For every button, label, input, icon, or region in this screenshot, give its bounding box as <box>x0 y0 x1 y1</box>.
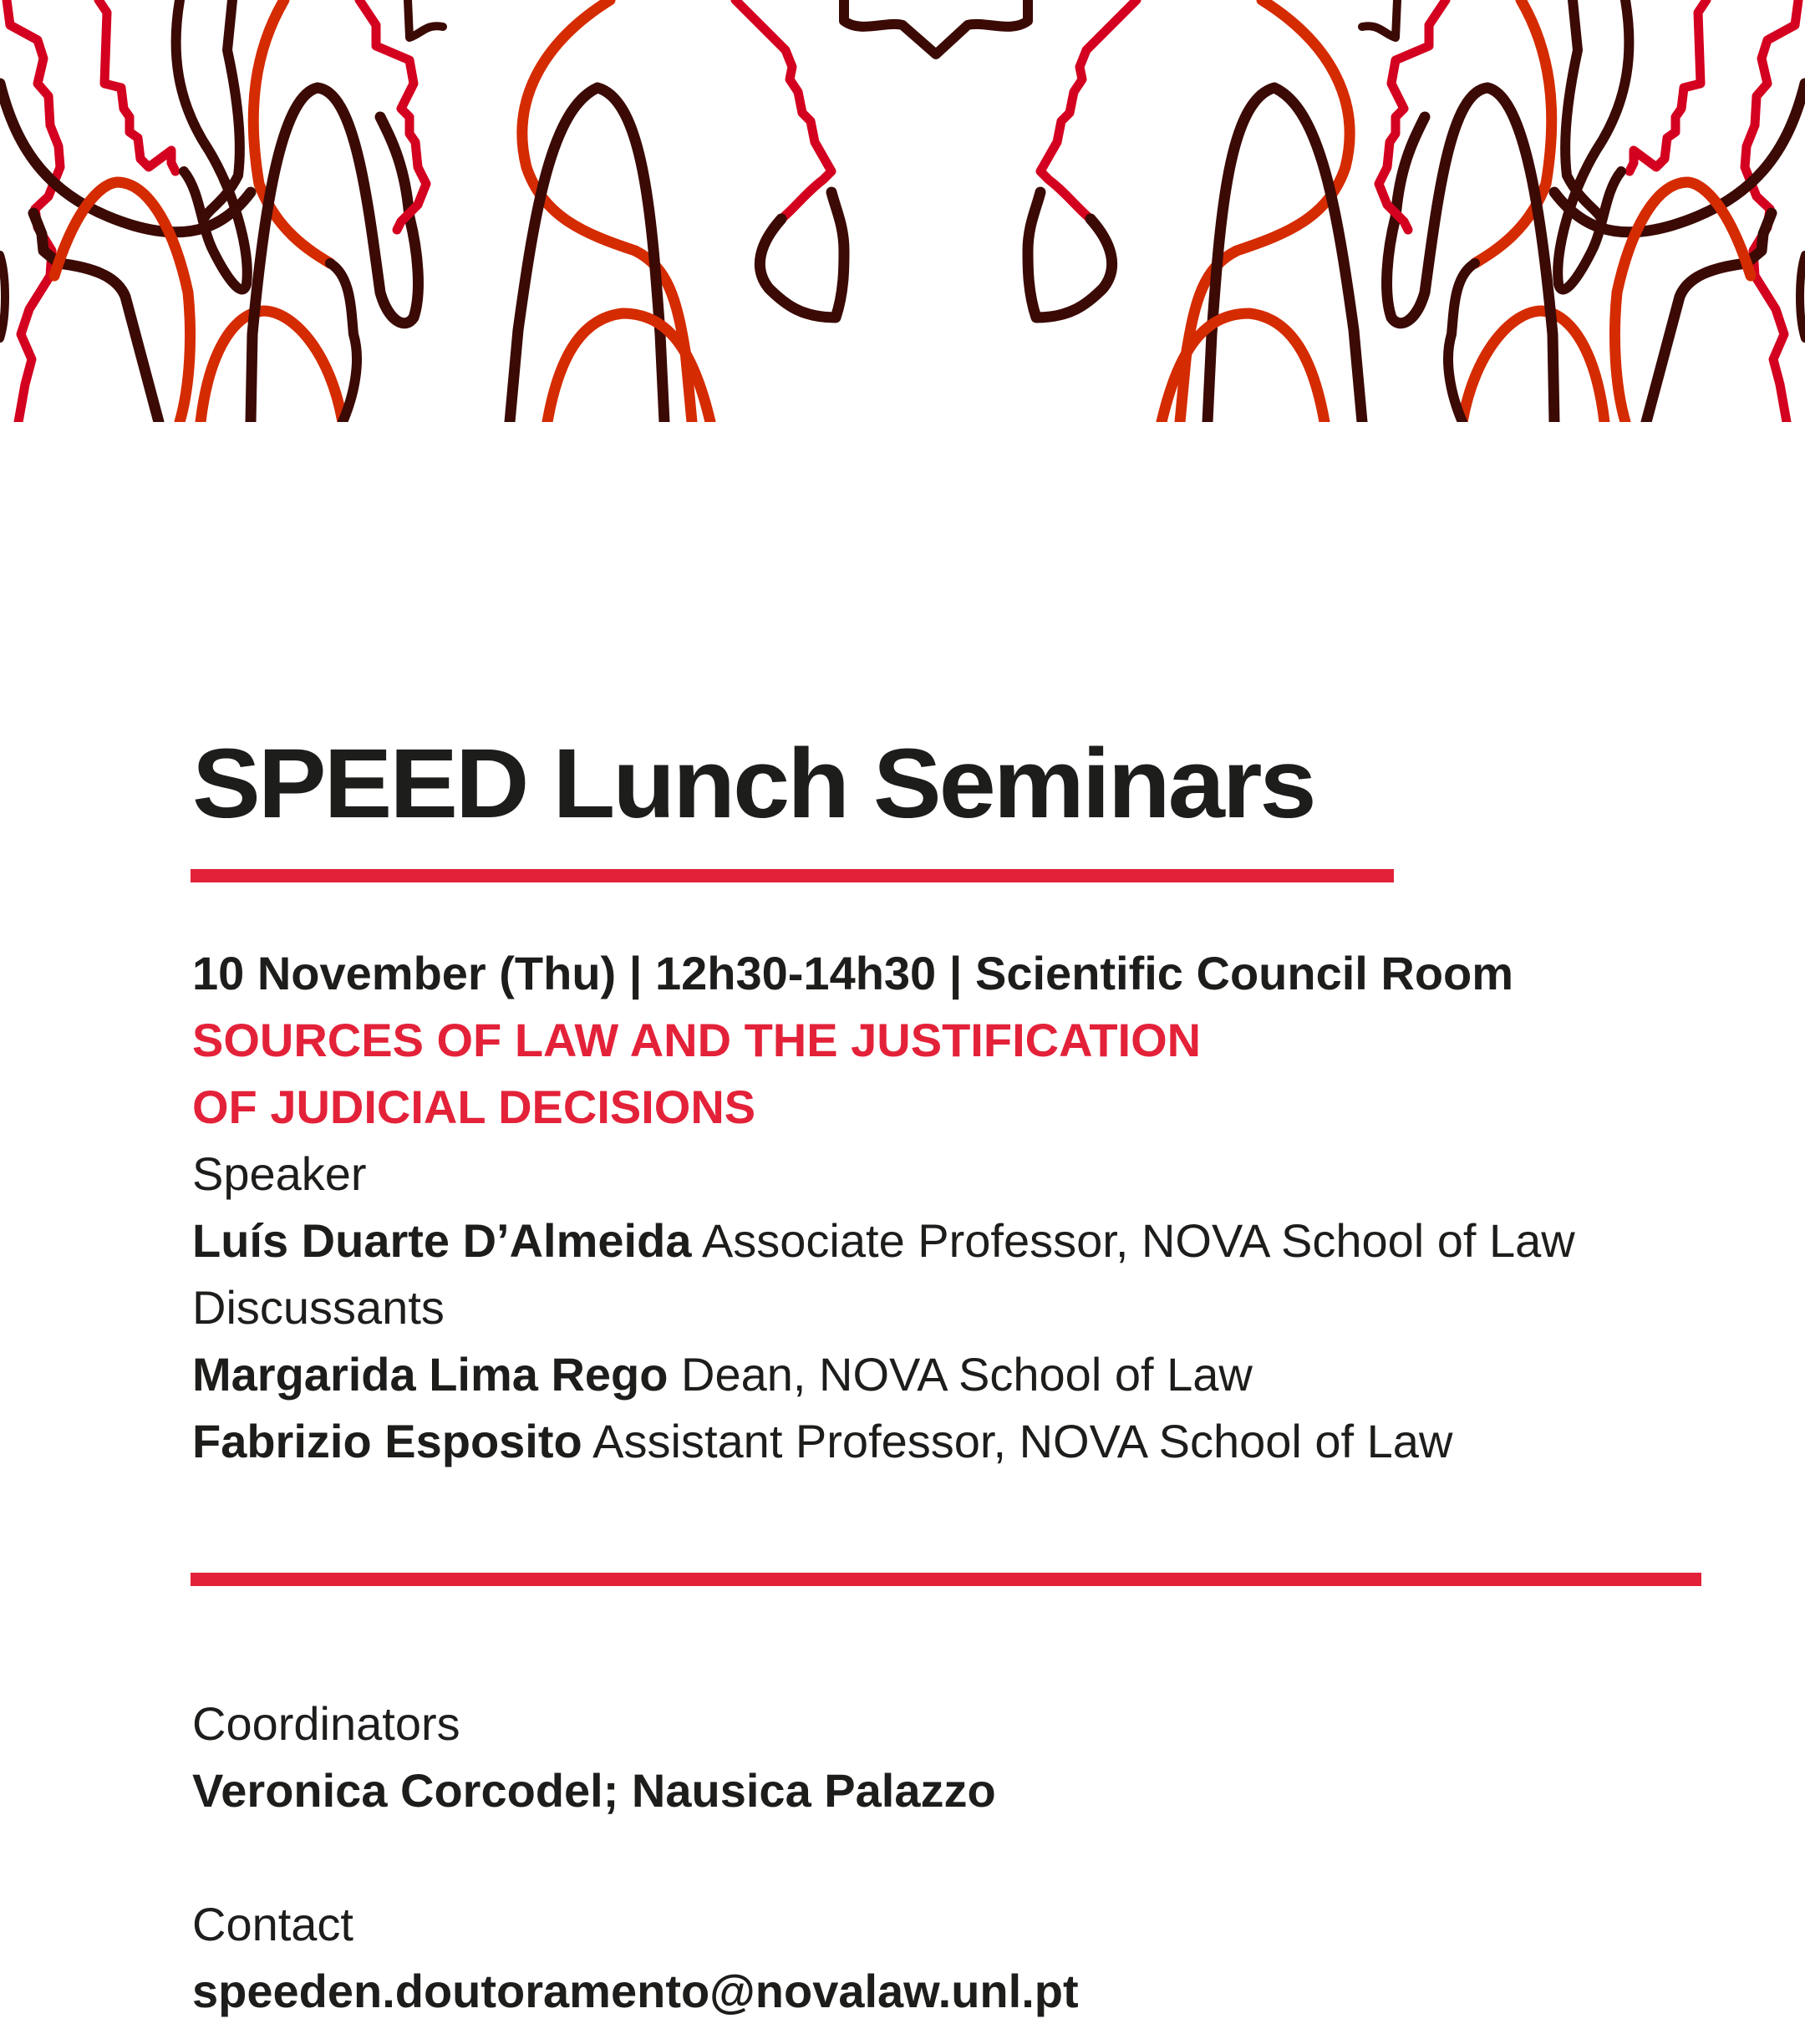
discussant-entry <box>192 1341 1253 1408</box>
art-orange-arc-2 <box>201 311 343 422</box>
event-topic-line-2: OF JUDICIAL DECISIONS <box>192 1080 756 1133</box>
speaker-name: Luís Duarte D’Almeida <box>192 1214 692 1267</box>
coordinators-label: Coordinators <box>192 1697 460 1750</box>
art-dark-center-right-s <box>1028 192 1112 318</box>
discussant-role: Assistant Professor, NOVA School of Law <box>592 1415 1453 1467</box>
coordinators-names: Veronica Corcodel; Nausica Palazzo <box>192 1764 996 1817</box>
art-dark-hump <box>251 88 418 422</box>
discussant-role: Dean, NOVA School of Law <box>681 1348 1253 1401</box>
speaker-label: Speaker <box>192 1147 367 1200</box>
contact-label: Contact <box>192 1898 353 1950</box>
discussants-label: Discussants <box>192 1281 445 1334</box>
event-topic-line-1: SOURCES OF LAW AND THE JUSTIFICATION <box>192 1014 1202 1066</box>
discussant-entry <box>192 1408 1452 1475</box>
art-dark-top-bump <box>408 0 443 38</box>
title-divider <box>191 869 1394 882</box>
art-red-center-left <box>735 0 831 219</box>
contact-email-link[interactable]: speeden.doutoramento@novalaw.unl.pt <box>192 1965 1079 2017</box>
art-dark-edge-left <box>0 255 5 338</box>
discussant-name: Fabrizio Esposito <box>192 1415 582 1467</box>
decorative-face-profiles-artwork <box>0 0 1805 423</box>
art-dark-center-top <box>844 0 1028 54</box>
page-title: SPEED Lunch Seminars <box>192 729 1314 839</box>
art-dark-center-left-s <box>760 192 844 318</box>
art-red-profile-2 <box>99 0 175 171</box>
event-date-time-location: 10 November (Thu) | 12h30-14h30 | Scientific Council Room <box>192 947 1514 999</box>
discussant-name: Margarida Lima Rego <box>192 1348 669 1401</box>
section-divider <box>191 1573 1701 1586</box>
art-red-center-right <box>1040 0 1136 219</box>
speaker-role: Associate Professor, NOVA School of Law <box>701 1214 1575 1267</box>
speaker-entry <box>192 1208 1575 1274</box>
